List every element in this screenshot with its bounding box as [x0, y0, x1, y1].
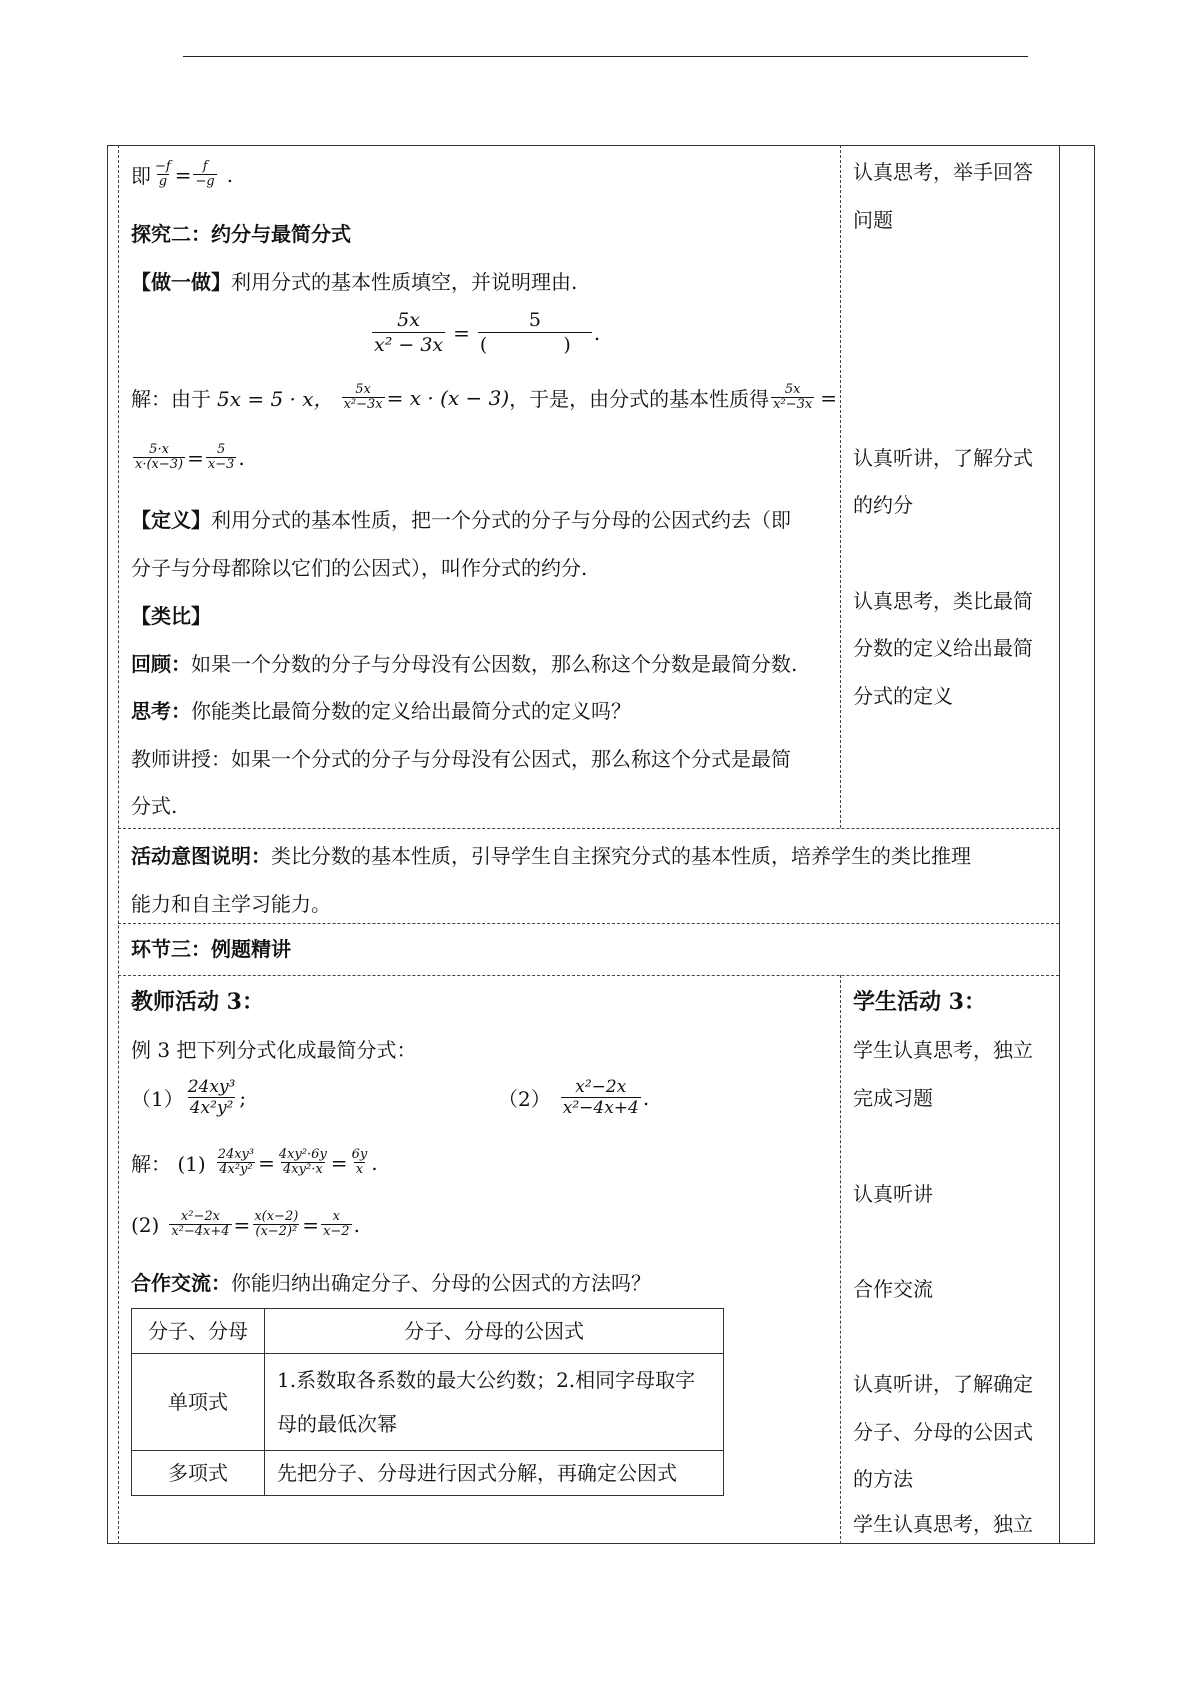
- student-note-3: 合作交流: [853, 1277, 933, 1301]
- teach-line-1: 教师讲授：如果一个分式的分子与分母没有公因式，那么称这个分式是最简: [131, 747, 791, 771]
- table-inner-right-border: [1059, 145, 1060, 1544]
- solution-5x: 5x = 5 · x，: [217, 387, 334, 411]
- common-factor-table: [131, 1308, 724, 1496]
- fraction: $\frac{5\cdot x}{x\cdot(x-3)}$: [135, 442, 184, 472]
- student-note-1a: 学生认真思考，独立: [853, 1038, 1033, 1062]
- teacher-activity-title: 教师活动 3：: [131, 989, 264, 1015]
- table-header-cell: 分子、分母的公因式: [265, 1309, 724, 1354]
- row-divider-2: [118, 923, 1059, 924]
- period: .: [238, 445, 245, 470]
- student-note-4c: 的方法: [853, 1467, 913, 1491]
- equals-sign: =: [187, 445, 204, 470]
- cooperation-line: [131, 1269, 651, 1297]
- table-cell: [265, 1354, 724, 1451]
- fraction: $\frac{\text{x²−2x}}{\text{x²−4x+4}}$: [171, 1209, 230, 1239]
- fraction: $\frac{6y}{x}$: [351, 1147, 368, 1177]
- header-rule: [183, 56, 1028, 57]
- period: .: [353, 1212, 360, 1237]
- fraction: $\frac{5x}{\text{x²−3x}}$: [773, 382, 813, 412]
- definition-label: 【定义】: [131, 508, 211, 532]
- fraction: $\frac{-f}{g}$: [155, 159, 171, 189]
- equals-sign: =: [330, 1150, 348, 1175]
- cooperation-text: 你能归纳出确定分子、分母的公因式的方法吗？: [231, 1271, 651, 1295]
- fraction-blank: $\frac{5}{( )}$: [478, 308, 592, 357]
- problem-2-label: （2）: [498, 1087, 551, 1111]
- ji-prefix: 即: [131, 164, 151, 188]
- table-row: [132, 1309, 724, 1354]
- table-cell: 单项式: [132, 1354, 265, 1451]
- equals-sign: =: [302, 1212, 320, 1237]
- student-note-4b: 分子、分母的公因式: [853, 1420, 1033, 1444]
- intent-label: 活动意图说明：: [131, 844, 271, 868]
- doit-line: [131, 268, 577, 296]
- right-note-3c: 分式的定义: [853, 684, 953, 708]
- equals-sign: =: [453, 320, 470, 345]
- review-text: 如果一个分数的分子与分母没有公因数，那么称这个分数是最简分数.: [191, 652, 798, 676]
- table-cell: 先把分子、分母进行因式分解，再确定公因式: [265, 1451, 724, 1496]
- problem-1: [131, 1077, 246, 1118]
- equals-sign: =: [258, 1150, 275, 1175]
- row-divider-1: [118, 828, 1059, 829]
- think-label: 思考：: [131, 699, 191, 723]
- definition-text: 利用分式的基本性质，把一个分式的分子与分母的公因式约去（即: [211, 508, 791, 532]
- review-line: [131, 650, 797, 678]
- fraction: $\frac{x}{x-2}$: [323, 1209, 350, 1239]
- student-note-5: 学生认真思考，独立: [853, 1512, 1033, 1536]
- column-divider-bottom: [840, 975, 841, 1544]
- example3-prompt: 例 3 把下列分式化成最简分式：: [131, 1038, 417, 1062]
- fraction: $\frac{\text{24xy³}}{\text{4x²y²}}$: [187, 1077, 236, 1118]
- doit-label: 【做一做】: [131, 270, 231, 294]
- right-note-3a: 认真思考，类比最简: [853, 589, 1033, 613]
- column-divider-top: [840, 145, 841, 828]
- doit-equation: [370, 308, 600, 357]
- right-note-1b: 问题: [853, 208, 893, 232]
- problem-1-label: （1）: [131, 1087, 184, 1111]
- solution-2-label: (2): [131, 1212, 160, 1237]
- teach-line-2: 分式.: [131, 794, 178, 818]
- fraction: $\frac{\text{24xy³}}{\text{4x²y²}}$: [217, 1147, 255, 1177]
- solution-rhs: = x · (x − 3): [386, 385, 510, 410]
- period: .: [593, 320, 601, 345]
- row-divider-3: [118, 975, 1059, 976]
- explore2-title: 探究二：约分与最简分式: [131, 222, 351, 246]
- table-header-cell: 分子、分母: [132, 1309, 265, 1354]
- fraction: $\frac{\text{x²−2x}}{\text{x²−4x+4}}$: [562, 1077, 639, 1118]
- solution-prefix: 解：由于: [131, 387, 211, 411]
- solution-1: [131, 1148, 378, 1177]
- student-activity-title: 学生活动 3：: [853, 989, 986, 1015]
- solution-line-1: [131, 383, 837, 412]
- equals-sign: =: [820, 385, 837, 410]
- solution-line-2: [131, 443, 245, 472]
- table-cell-line: 1.系数取各系数的最大公约数；2.相同字母取字: [277, 1368, 696, 1392]
- table-cell-line: 母的最低次幂: [277, 1412, 397, 1436]
- analogy-label: 【类比】: [131, 604, 211, 628]
- student-note-4a: 认真听讲，了解确定: [853, 1372, 1033, 1396]
- right-note-2a: 认真听讲，了解分式: [853, 446, 1033, 470]
- solution-mid: ，于是，由分式的基本性质得: [509, 387, 770, 411]
- semicolon: ;: [239, 1085, 247, 1110]
- fraction: $\frac{5x}{\text{x² − 3x}}$: [374, 309, 444, 356]
- student-note-2: 认真听讲: [853, 1182, 933, 1206]
- fraction: $\frac{5x}{\text{x²−3x}}$: [343, 382, 383, 412]
- think-line: [131, 697, 631, 725]
- think-text: 你能类比最简分数的定义给出最简分式的定义吗？: [191, 699, 631, 723]
- intent-text: 类比分数的基本性质，引导学生自主探究分式的基本性质，培养学生的类比推理: [271, 844, 971, 868]
- period: .: [226, 162, 234, 187]
- equals-sign: =: [174, 162, 192, 187]
- table-row: [132, 1354, 724, 1451]
- doit-text: 利用分式的基本性质填空，并说明理由.: [231, 270, 578, 294]
- left-inner-divider: [118, 145, 119, 1544]
- period: .: [371, 1150, 378, 1175]
- solution-1-label: 解： (1): [131, 1152, 206, 1176]
- table-cell: 多项式: [132, 1451, 265, 1496]
- right-note-2b: 的约分: [853, 493, 913, 517]
- solution-2: [131, 1210, 360, 1239]
- review-label: 回顾：: [131, 652, 191, 676]
- fraction: $\frac{5}{x-3}$: [207, 442, 235, 472]
- section3-title: 环节三：例题精讲: [131, 937, 291, 961]
- fraction: $\frac{x(x-2)}{\text{(x−2)²}}$: [254, 1209, 299, 1239]
- cooperation-label: 合作交流：: [131, 1271, 231, 1295]
- right-note-1a: 认真思考，举手回答: [853, 160, 1033, 184]
- right-note-3b: 分数的定义给出最简: [853, 636, 1033, 660]
- definition-line-2: 分子与分母都除以它们的公因式），叫作分式的约分.: [131, 556, 588, 580]
- fraction: $\frac{\text{4xy²·6y}}{\text{4xy²·x}}$: [278, 1147, 327, 1177]
- intent-line-1: [131, 842, 971, 870]
- fraction: $\frac{f}{-g}$: [195, 159, 215, 189]
- student-note-1b: 完成习题: [853, 1086, 933, 1110]
- ji-equation: [131, 160, 233, 189]
- intent-line-2: 能力和自主学习能力。: [131, 892, 331, 916]
- problem-2: [498, 1077, 649, 1118]
- table-row: [132, 1451, 724, 1496]
- period: .: [642, 1085, 650, 1110]
- equals-sign: =: [233, 1212, 251, 1237]
- definition-line-1: [131, 506, 791, 534]
